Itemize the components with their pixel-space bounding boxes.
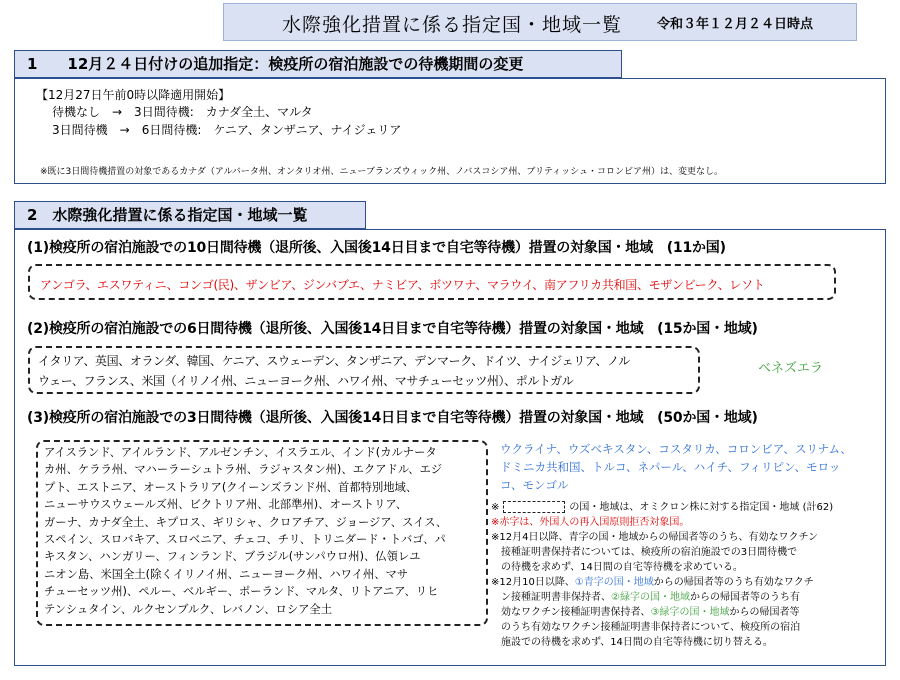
note-dec10-text: 効なワクチン接種証明書保持者、	[491, 607, 651, 618]
sub3-boxed-line: プト、エストニア、オーストラリア(クイーンズランド州、首都特別地域、	[44, 480, 418, 494]
notes-block	[491, 500, 833, 650]
sub3-blue-line: ウクライナ、ウズベキスタン、コスタリカ、コロンビア、スリナム、	[500, 442, 852, 456]
sub3-boxed-line: ガーナ、カナダ全土、キプロス、ギリシャ、クロアチア、ジョージア、スイス、	[44, 515, 448, 529]
note-dec10-text: からの帰国者等のうち有	[689, 592, 800, 603]
sub3-boxed-line: スペイン、スロバキア、スロベニア、チェコ、チリ、トリニダード・トバゴ、パ	[44, 533, 446, 547]
sub2-green-country: ベネズエラ	[758, 361, 824, 376]
note-dec10-marker: ③	[650, 607, 660, 618]
note-dec10-line	[491, 605, 833, 620]
note-dec10-text: ン接種証明書非保持者、	[491, 592, 611, 603]
section1-change-3day-to-6day: 3日間待機 → 6日間待機: ケニア、タンザニア、ナイジェリア	[52, 123, 402, 137]
section1-change-none-to-3day: 待機なし → 3日間待機: カナダ全土、マルタ	[52, 105, 313, 119]
note-dec4-line: 接種証明書保持者については、検疫所の宿泊施設での3日間待機で	[491, 547, 798, 558]
sub3-blue-countries	[500, 440, 852, 494]
note-dec10-text: からの帰国者等	[729, 607, 800, 618]
note-omicron-text: の国・地域は、オミクロン株に対する指定国・地域 (計62)	[569, 502, 834, 513]
sub3-boxed-line: チューセッツ州)、ペルー、ベルギー、ポーランド、マルタ、リトアニア、リヒ	[44, 585, 439, 599]
sub2-countries-line1: イタリア、英国、オランダ、韓国、ケニア、スウェーデン、タンザニア、デンマーク、ドイツ、ナイジェリア、ノル	[38, 354, 630, 368]
note-dec10-marker: ②	[611, 592, 620, 603]
sub2-countries-line2: ウェー、フランス、米国（イリノイ州、ニューヨーク州、ハワイ州、マサチューセッツ州）、ポルトガル	[38, 374, 574, 388]
note-dec4-line: ※12月4日以降、青字の国・地域からの帰国者等のうち、有効なワクチン	[491, 532, 818, 543]
note-dec10-marker: ①	[574, 577, 584, 588]
note-dec10-line	[491, 590, 833, 605]
sub1-title: (1)検疫所の宿泊施設での10日間待機（退所後、入国後14日目まで自宅等待機）措置の対象国・地域 (11か国)	[27, 240, 726, 256]
note-omicron	[491, 500, 833, 515]
note-omicron-prefix: ※	[491, 502, 500, 513]
sub3-boxed-line: ニオン島、米国全土(除くイリノイ州、ニューヨーク州、ハワイ州、マサ	[44, 567, 409, 581]
sub3-blue-line: ドミニカ共和国、トルコ、ネパール、ハイチ、フィリピン、モロッ	[500, 460, 841, 474]
note-red-text: ※赤字は、外国人の再入国原則拒否対象国。	[491, 517, 690, 528]
sub3-boxed-line: ニューサウスウェールズ州、ビクトリア州、北部準州)、オーストリア、	[44, 498, 408, 512]
sub3-boxed-countries	[44, 444, 447, 618]
note-dec10-green: 緑字の国・地域	[619, 592, 690, 603]
sub3-boxed-line: テンシュタイン、ルクセンブルク、レバノン、ロシア全土	[44, 602, 333, 616]
note-dec10-blue: 青字の国・地域	[583, 577, 654, 588]
section2-heading: 2 水際強化措置に係る指定国・地域一覧	[14, 201, 366, 229]
sub3-blue-line: コ、モンゴル	[500, 478, 569, 492]
note-dec10-text: からの帰国者等のうち有効なワクチ	[653, 577, 814, 588]
note-dec10-line: 施設での待機を求めず、14日間の自宅等待機に切り替える。	[491, 637, 773, 648]
section1-heading: 1 12月２４日付けの追加指定：検疫所の宿泊施設での待機期間の変更	[14, 50, 622, 78]
sub3-title: (3)検疫所の宿泊施設での3日間待機（退所後、入国後14日目まで自宅等待機）措置の対象国・地域 (50か国・地域)	[27, 410, 758, 426]
dashed-legend-sample	[503, 501, 565, 513]
note-dec10-text: ※12月10日以降、	[491, 577, 575, 588]
sub2-title: (2)検疫所の宿泊施設での6日間待機（退所後、入国後14日目まで自宅等待機）措置の対象国・地域 (15か国・地域)	[27, 321, 758, 337]
as-of-date: 令和３年１２月２４日時点	[657, 17, 814, 32]
sub3-boxed-line: カ州、ケララ州、マハーラーシュトラ州、ラジャスタン州)、エクアドル、エジ	[44, 463, 443, 477]
sub3-boxed-line: アイスランド、アイルランド、アルゼンチン、イスラエル、インド(カルナータ	[44, 446, 437, 459]
note-dec10-line: のうち有効なワクチン接種証明書非保持者について、検疫所の宿泊	[491, 622, 801, 633]
section1-effective-date: 【12月27日午前0時以降適用開始】	[36, 88, 231, 102]
section1-note: ※既に3日間待機措置の対象であるカナダ（アルバータ州、オンタリオ州、ニューブランズウィック州、ノバスコシア州、ブリティッシュ・コロンビア州）は、変更なし。	[40, 167, 723, 177]
page-title: 水際強化措置に係る指定国・地域一覧	[282, 14, 623, 36]
sub3-boxed-line: キスタン、ハンガリー、フィンランド、ブラジル(サンパウロ州)、仏領レユ	[44, 550, 421, 564]
note-dec4-line: の待機を求めず、14日間の自宅等待機を求めている。	[491, 562, 743, 573]
note-dec10-line	[491, 575, 833, 590]
note-dec10-green: 緑字の国・地域	[659, 607, 730, 618]
sub1-countries: アンゴラ、エスワティニ、コンゴ(民)、ザンビア、ジンバブエ、ナミビア、ボツワナ、マラウイ、南アフリカ共和国、モザンビーク、レソト	[40, 278, 765, 292]
